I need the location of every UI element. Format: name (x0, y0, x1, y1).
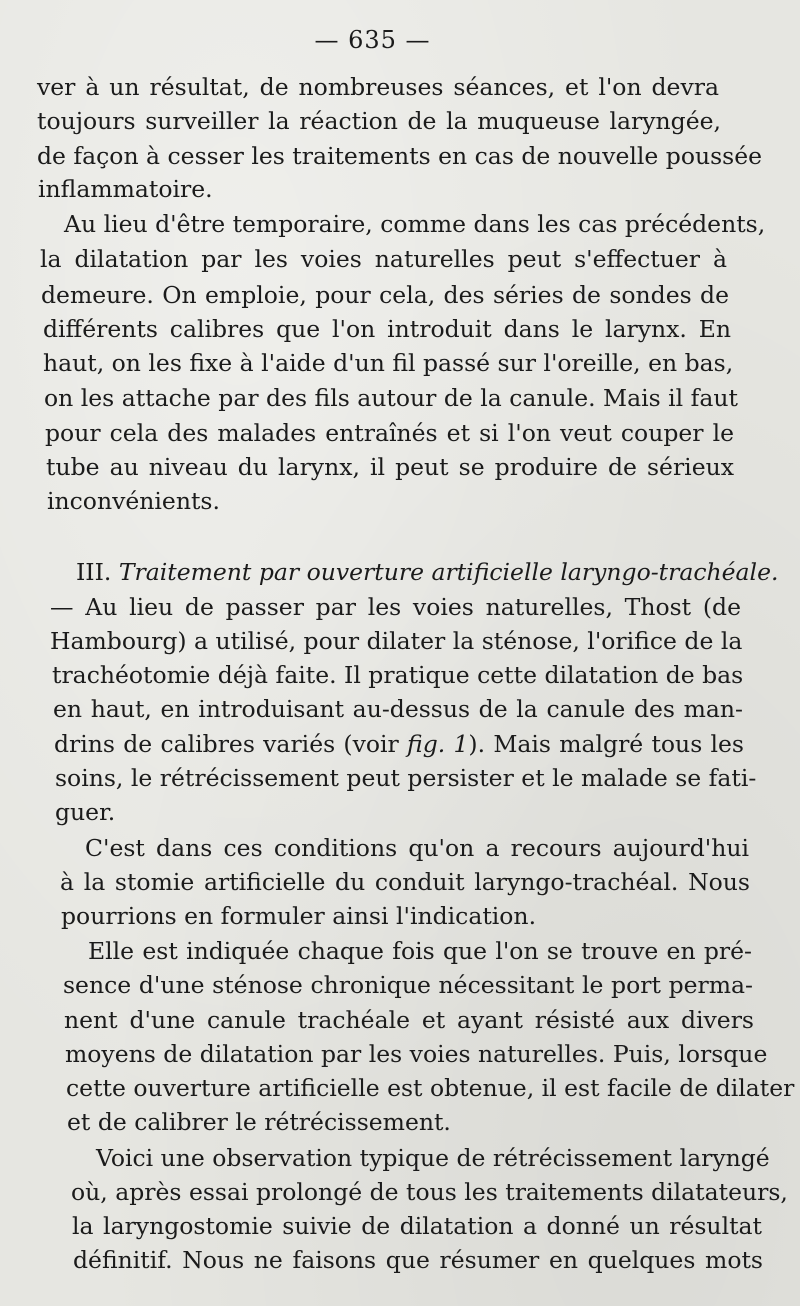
text-line: cette ouverture artificielle est obtenue, il est facile de dilater (66, 1074, 795, 1102)
section-title: Traitement par ouverture artificielle laryngo-trachéale. (118, 558, 779, 586)
text-line: nent d'une canule trachéale et ayant résisté aux divers (64, 1006, 754, 1034)
text-line: Au lieu d'être temporaire, comme dans les cas précédents, (64, 210, 766, 238)
text-line: sence d'une sténose chronique nécessitant le port perma- (63, 971, 753, 999)
text-line: Elle est indiquée chaque fois que l'on se trouve en pré- (88, 937, 752, 965)
section-heading (76, 557, 779, 587)
text-line: soins, le rétrécissement peut persister et le malade se fati- (55, 764, 757, 792)
text-line: pourrions en formuler ainsi l'indication. (61, 902, 537, 930)
text-line: inflammatoire. (38, 175, 213, 203)
text-line: toujours surveiller la réaction de la muqueuse laryngée, (37, 107, 721, 135)
figure-reference: fig. 1 (407, 730, 469, 758)
text-line: et de calibrer le rétrécissement. (67, 1108, 451, 1136)
text-line: moyens de dilatation par les voies naturelles. Puis, lorsque (65, 1040, 768, 1068)
text-line: on les attache par des fils autour de la canule. Mais il faut (44, 384, 738, 412)
text-line: de façon à cesser les traitements en cas de nouvelle poussée (37, 142, 763, 170)
text-line: définitif. Nous ne faisons que résumer en quelques mots (73, 1246, 763, 1274)
text-line: demeure. On emploie, pour cela, des séries de sondes de (41, 281, 729, 309)
text-line: la laryngostomie suivie de dilatation a donné un résultat (72, 1212, 762, 1240)
text-line: C'est dans ces conditions qu'on a recours aujourd'hui (85, 834, 749, 862)
text-line: guer. (55, 798, 116, 826)
text-line: en haut, en introduisant au-dessus de la canule des man- (53, 695, 743, 723)
text-fragment: ). Mais malgré tous les (468, 730, 744, 758)
text-line: tube au niveau du larynx, il peut se produire de sérieux (46, 453, 734, 481)
text-line: pour cela des malades entraînés et si l'on veut couper le (45, 419, 734, 447)
text-line: Hambourg) a utilisé, pour dilater la sténose, l'orifice de la (50, 627, 743, 655)
text-line: à la stomie artificielle du conduit laryngo-trachéal. Nous (60, 868, 750, 896)
text-line: Voici une observation typique de rétrécissement laryngé (96, 1144, 770, 1172)
section-numeral: III. (76, 558, 112, 586)
text-line: différents calibres que l'on introduit dans le larynx. En (43, 315, 731, 343)
text-line: la dilatation par les voies naturelles peut s'effectuer à (40, 245, 727, 273)
text-line: où, après essai prolongé de tous les traitements dilatateurs, (71, 1178, 788, 1206)
text-fragment: drins de calibres variés (voir (54, 730, 408, 758)
page-number: — 635 — (314, 26, 431, 54)
text-line: trachéotomie déjà faite. Il pratique cette dilatation de bas (52, 661, 744, 689)
text-line: inconvénients. (47, 487, 220, 515)
text-line: ver à un résultat, de nombreuses séances, et l'on devra (37, 73, 719, 101)
text-line: — Au lieu de passer par les voies naturelles, Thost (de (50, 593, 741, 621)
text-line (54, 729, 744, 759)
text-line: haut, on les fixe à l'aide d'un fil passé sur l'oreille, en bas, (43, 349, 734, 377)
